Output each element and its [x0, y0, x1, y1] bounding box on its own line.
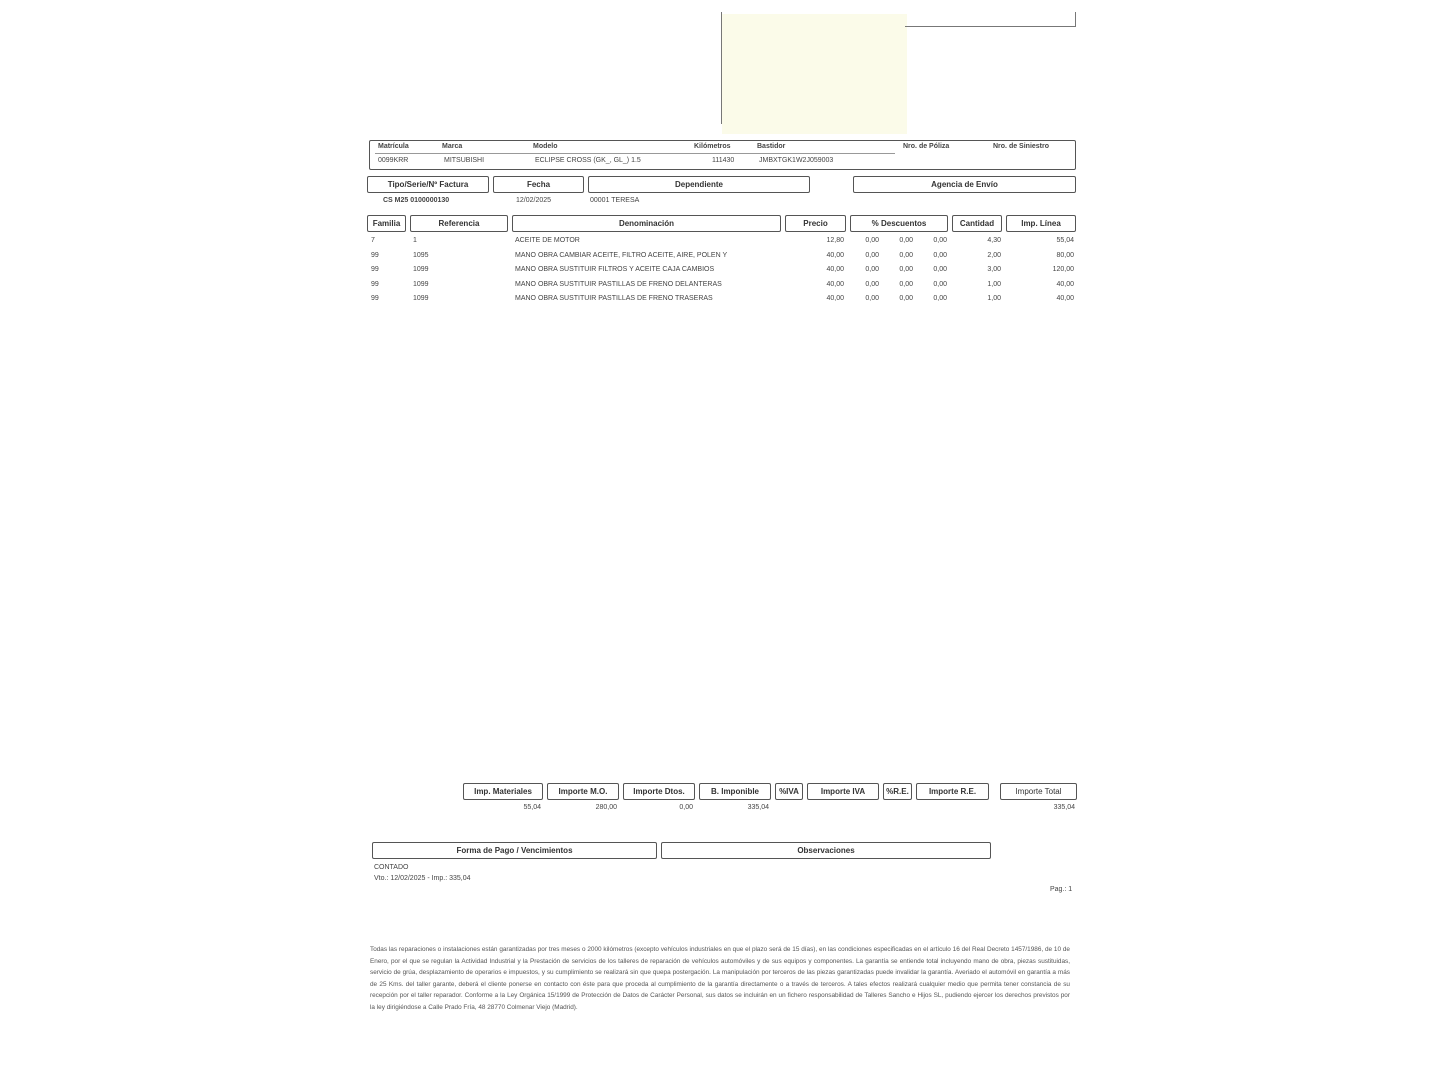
fecha-header: Fecha	[493, 176, 584, 193]
materiales-value: 55,04	[523, 804, 541, 811]
row-denominacion: MANO OBRA CAMBIAR ACEITE, FILTRO ACEITE, AIRE, POLEN Y	[515, 251, 728, 259]
fecha-value: 12/02/2025	[516, 197, 552, 204]
re-pct-header: %R.E.	[883, 783, 912, 800]
row-referencia: 1095	[413, 251, 429, 259]
frame-line-left	[721, 12, 722, 124]
re-header: Importe R.E.	[916, 783, 989, 800]
marca-header: Marca	[442, 143, 463, 150]
row-precio: 12,80	[826, 237, 844, 244]
row-referencia: 1099	[413, 295, 429, 302]
base-value: 335,04	[747, 804, 769, 811]
dependiente-value: 00001 TERESA	[590, 197, 640, 204]
row-cantidad: 3,00	[987, 266, 1001, 273]
dtos-value: 0,00	[679, 804, 693, 811]
row-descuento-2: 0,00	[899, 295, 913, 302]
row-referencia: 1099	[413, 266, 429, 273]
row-descuento-1: 0,00	[865, 266, 879, 273]
familia-header: Familia	[367, 215, 406, 232]
tipo-value: CS M25 0100000130	[383, 197, 450, 204]
row-familia: 99	[371, 295, 379, 302]
cantidad-header: Cantidad	[952, 215, 1002, 232]
row-descuento-2: 0,00	[899, 251, 913, 259]
row-cantidad: 2,00	[987, 251, 1001, 259]
row-denominacion: MANO OBRA SUSTITUIR FILTROS Y ACEITE CAJA CAMBIOS	[515, 266, 715, 273]
page-number: Pag.: 1	[1050, 886, 1073, 893]
row-descuento-1: 0,00	[865, 251, 879, 259]
forma-pago-header: Forma de Pago / Vencimientos	[372, 842, 657, 859]
poliza-header: Nro. de Póliza	[903, 143, 950, 150]
row-familia: 99	[371, 251, 379, 259]
row-descuento-3: 0,00	[933, 266, 947, 273]
materiales-header: Imp. Materiales	[463, 783, 543, 800]
marca-value: MITSUBISHI	[444, 157, 485, 164]
mo-value: 280,00	[595, 804, 617, 811]
row-descuento-1: 0,00	[865, 295, 879, 302]
row-descuento-1: 0,00	[865, 280, 879, 288]
row-cantidad: 1,00	[987, 280, 1001, 288]
matricula-value: 0099KRR	[378, 157, 409, 164]
kilometros-header: Kilómetros	[694, 143, 731, 150]
row-descuento-2: 0,00	[899, 280, 913, 288]
denominacion-header: Denominación	[512, 215, 781, 232]
total-header: Importe Total	[1000, 783, 1077, 800]
legal-footer: Todas las reparaciones o instalaciones están garantizadas por tres meses o 2000 kilómetros (excepto vehículos industriales en que el plazo será de 15 días), en las condiciones especificadas en el artículo 16 del Real Decreto 1457/1986, de 10 de Enero, por el que se regulan la Actividad Industrial y la Prestación de servicios de los talleres de reparación de vehículos automóviles y de sus equipos y componentes. La garantía se entiende total incluyendo mano de obra, piezas sustituidas, servicio de grúa, desplazamiento de operarios e impuestos, y su cumplimiento se realizará sin que quepa postergación. La manipulación por terceros de las piezas garantizadas puede invalidar la garantía. Averiado el automóvil en garantía a más de 25 Kms. del taller garante, deberá el cliente ponerse en contacto con éste para que proceda al cumplimiento de la garantía directamente o a través de terceros. A tales efectos realizará cualquier medio que permita tener constancia de su recepción por el taller reparador. Conforme a la Ley Orgánica 15/1999 de Protección de Datos de Carácter Personal, sus datos se incluirán en un fichero responsabilidad de Talleres Sancho e Hijos SL, pudiendo ejercer los derechos previstos por la ley dirigiéndose a Calle Prado Fría, 48 28770 Colmenar Viejo (Madrid).	[370, 946, 1070, 1011]
modelo-value: ECLIPSE CROSS (GK_, GL_) 1.5	[535, 157, 641, 164]
row-familia: 99	[371, 280, 379, 288]
row-familia: 99	[371, 266, 379, 273]
frame-line-right	[1075, 12, 1076, 27]
row-familia: 7	[371, 237, 375, 244]
row-referencia: 1	[413, 237, 417, 244]
row-precio: 40,00	[826, 266, 844, 273]
row-precio: 40,00	[826, 280, 844, 288]
row-denominacion: MANO OBRA SUSTITUIR PASTILLAS DE FRENO TRASERAS	[515, 295, 713, 302]
tipo-header: Tipo/Serie/Nº Factura	[367, 176, 489, 193]
row-descuento-2: 0,00	[899, 266, 913, 273]
modelo-header: Modelo	[533, 143, 558, 150]
precio-header: Precio	[785, 215, 846, 232]
row-descuento-2: 0,00	[899, 237, 913, 244]
matricula-header: Matrícula	[378, 143, 409, 150]
bastidor-value: JMBXTGK1W2J059003	[759, 157, 834, 164]
dtos-header: Importe Dtos.	[623, 783, 695, 800]
mo-header: Importe M.O.	[547, 783, 619, 800]
row-descuento-3: 0,00	[933, 280, 947, 288]
agencia-header: Agencia de Envío	[853, 176, 1076, 193]
row-cantidad: 4,30	[987, 237, 1001, 244]
bastidor-header: Bastidor	[757, 143, 786, 150]
row-descuento-3: 0,00	[933, 295, 947, 302]
row-importe: 40,00	[1056, 280, 1074, 288]
row-referencia: 1099	[413, 280, 429, 288]
row-descuento-3: 0,00	[933, 251, 947, 259]
row-importe: 55,04	[1056, 237, 1074, 244]
row-cantidad: 1,00	[987, 295, 1001, 302]
siniestro-header: Nro. de Siniestro	[993, 143, 1050, 150]
dependiente-header: Dependiente	[588, 176, 810, 193]
kilometros-value: 111430	[712, 157, 735, 164]
row-precio: 40,00	[826, 251, 844, 259]
row-denominacion: MANO OBRA SUSTITUIR PASTILLAS DE FRENO DELANTERAS	[515, 280, 722, 288]
logo-area	[722, 14, 907, 134]
iva-pct-header: %IVA	[775, 783, 803, 800]
imp-linea-header: Imp. Línea	[1006, 215, 1076, 232]
vehicle-divider	[375, 153, 895, 154]
row-denominacion: ACEITE DE MOTOR	[515, 237, 580, 244]
total-value: 335,04	[1053, 804, 1075, 811]
iva-header: Importe IVA	[807, 783, 879, 800]
frame-line-top	[905, 26, 1075, 27]
referencia-header: Referencia	[410, 215, 508, 232]
descuentos-header: % Descuentos	[850, 215, 948, 232]
row-importe: 80,00	[1056, 251, 1074, 259]
row-precio: 40,00	[826, 295, 844, 302]
row-descuento-3: 0,00	[933, 237, 947, 244]
observaciones-header: Observaciones	[661, 842, 991, 859]
payment-due: Vto.: 12/02/2025 - Imp.: 335,04	[374, 875, 471, 882]
row-importe: 40,00	[1056, 295, 1074, 302]
base-header: B. Imponible	[699, 783, 771, 800]
row-descuento-1: 0,00	[865, 237, 879, 244]
payment-method: CONTADO	[374, 864, 409, 871]
row-importe: 120,00	[1052, 266, 1074, 273]
